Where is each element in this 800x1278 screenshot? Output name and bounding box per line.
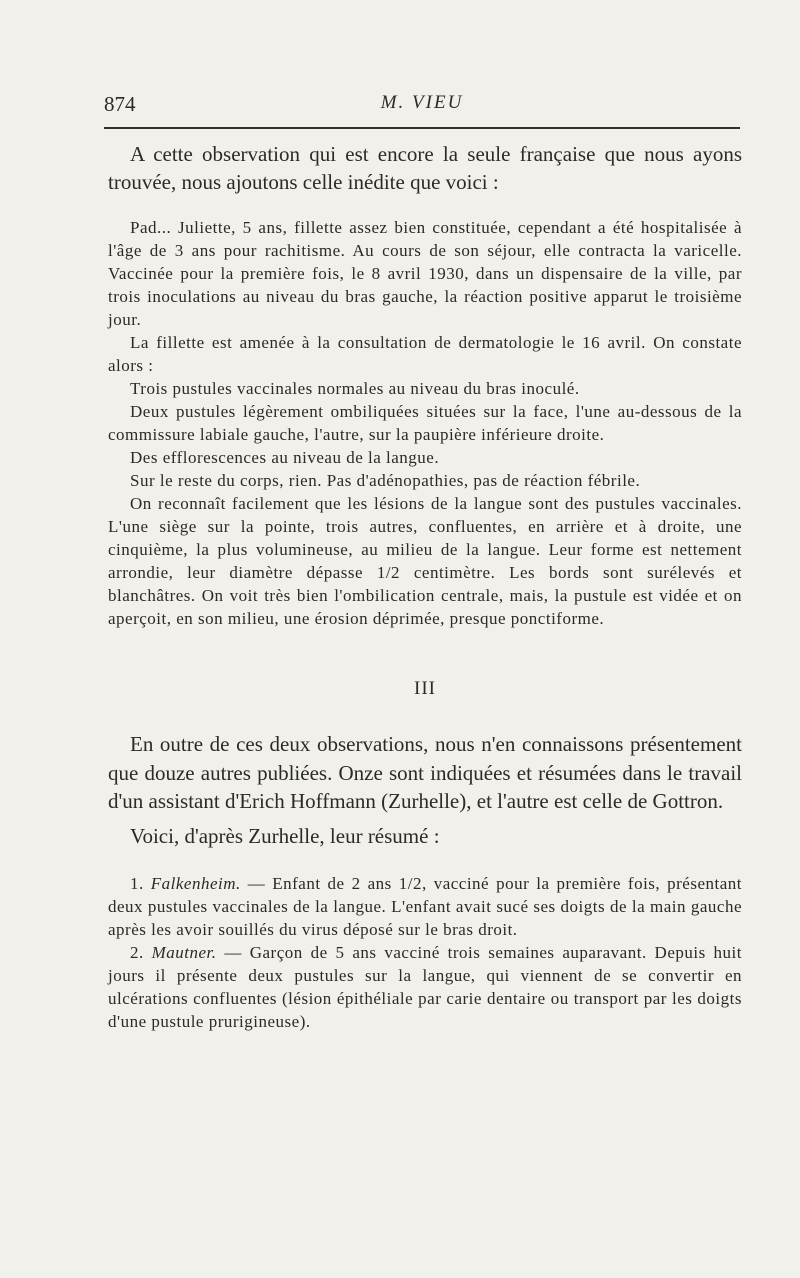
section-paragraph: Voici, d'après Zurhelle, leur résumé : — [130, 823, 440, 848]
case-paragraph: La fillette est amenée à la consultation de dermatologie le 16 avril. On constate alors : — [108, 333, 742, 375]
section-heading: III — [414, 678, 436, 699]
case-paragraph: Sur le reste du corps, rien. Pas d'adénopathies, pas de réaction fébrile. — [130, 471, 641, 490]
page-number: 874 — [104, 92, 136, 116]
summary-item — [108, 872, 742, 941]
section-paragraph: En outre de ces deux observations, nous n'en connaissons présentement que douze autres publiées. Onze sont indiquées et résumées dans le travail d'un assistant d'Erich Hoffmann (Zurhelle), et l'autre est celle de Gottron. — [108, 732, 742, 813]
case-paragraph: Pad... Juliette, 5 ans, fillette assez bien constituée, cependant a été hospitalisée à l'âge de 3 ans pour rachitisme. Au cours de son séjour, elle contracta la varicelle. Vaccinée pour la première fois, le 8 avril 1930, dans un dispensaire de la ville, par trois inoculations au niveau du bras gauche, la réaction positive apparut le troisième jour. — [108, 218, 742, 329]
case-paragraph: Des efflorescences au niveau de la langue. — [130, 448, 440, 467]
header-rule — [104, 127, 740, 129]
summary-item — [108, 941, 742, 1033]
intro-paragraph: A cette observation qui est encore la seule française que nous ayons trouvée, nous ajoutons celle inédite que voici : — [108, 142, 742, 194]
running-title: M. VIEU — [380, 92, 464, 113]
summary-text: — Enfant de 2 ans 1/2, vacciné pour la première fois, présentant deux pustules vaccinales de la langue. L'enfant avait sucé ses doigts de la main gauche après les avoir souillés du virus déposé sur le bras droit. — [108, 874, 743, 939]
summary-number: 1. — [130, 874, 144, 893]
summary-author: Mautner. — [151, 943, 217, 962]
summary-text: — Garçon de 5 ans vacciné trois semaines auparavant. Depuis huit jours il présente deux pustules sur la langue, qui viennent de se convertir en ulcérations confluentes (lésion épithéliale par carie dentaire ou transport par les doigts d'une pustule prurigineuse). — [108, 943, 742, 1031]
summary-author: Falkenheim. — [150, 874, 241, 893]
page-body — [108, 140, 742, 1033]
summary-number: 2. — [130, 943, 144, 962]
case-paragraph: Deux pustules légèrement ombiliquées situées sur la face, l'une au-dessous de la commissure labiale gauche, l'autre, sur la paupière inférieure droite. — [108, 402, 742, 444]
page-header — [104, 92, 740, 122]
case-paragraph: On reconnaît facilement que les lésions de la langue sont des pustules vaccinales. L'une siège sur la pointe, trois autres, confluentes, en arrière et à droite, une cinquième, la plus volumineuse, au milieu de la langue. Leur forme est nettement arrondie, leur diamètre dépasse 1/2 centimètre. Les bords sont surélevés et blanchâtres. On voit très bien l'ombilication centrale, mais, la pustule est vidée et on aperçoit, en son milieu, une érosion déprimée, presque ponctiforme. — [108, 494, 742, 628]
case-paragraph: Trois pustules vaccinales normales au niveau du bras inoculé. — [130, 379, 580, 398]
